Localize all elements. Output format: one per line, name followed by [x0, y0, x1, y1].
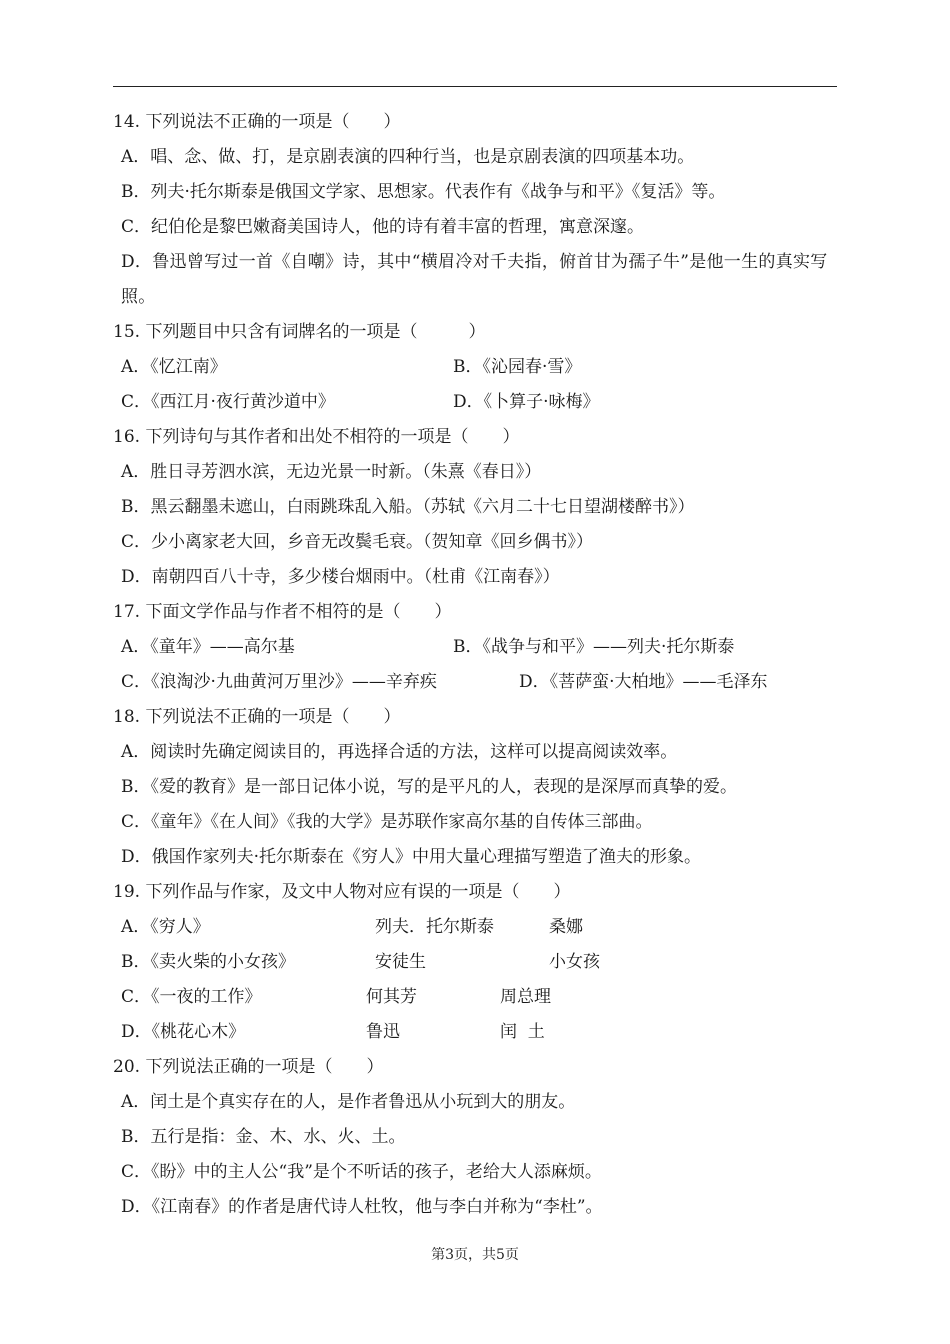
question-stem: 下面文学作品与作者不相符的是（ ）: [145, 602, 452, 622]
question-number: 19.: [113, 882, 141, 902]
option-20-a: A．闰土是个真实存在的人，是作者鲁迅从小玩到大的朋友。: [121, 1092, 576, 1112]
option-character: 闰 土: [500, 1022, 545, 1042]
question-18: [113, 700, 837, 735]
question-number: 18.: [113, 707, 141, 727]
option-14-d: D．鲁迅曾写过一首《自嘲》诗，其中“横眉冷对千夫指，俯首甘为孺子牛”是他一生的真实写照。: [121, 252, 828, 307]
question-number: 20.: [113, 1057, 141, 1077]
option-17-a: A．《童年》——高尔基: [121, 637, 295, 657]
question-list: [113, 105, 837, 1225]
option-work: B．《卖火柴的小女孩》: [121, 952, 295, 972]
option-15-b: B．《沁园春·雪》: [453, 357, 582, 377]
option-row-17-cd: [113, 665, 837, 700]
option-row-15-cd: [113, 385, 837, 420]
option-18-c: C．《童年》《在人间》《我的大学》是苏联作家高尔基的自传体三部曲。: [121, 812, 653, 832]
question-number: 15.: [113, 322, 141, 342]
option-16-c: C．少小离家老大回，乡音无改鬓毛衰。（贺知章《回乡偶书》）: [121, 532, 594, 552]
option-15-c: C．《西江月·夜行黄沙道中》: [121, 392, 335, 412]
option-work: D．《桃花心木》: [121, 1022, 246, 1042]
question-number: 14.: [113, 112, 141, 132]
question-14: [113, 105, 837, 140]
question-stem: 下列说法不正确的一项是（ ）: [145, 707, 401, 727]
question-stem: 下列作品与作家，及文中人物对应有误的一项是（ ）: [145, 882, 571, 902]
option-17-b: B．《战争与和平》——列夫·托尔斯泰: [453, 637, 735, 657]
question-16: [113, 420, 837, 455]
question-stem: 下列说法正确的一项是（ ）: [145, 1057, 384, 1077]
option-19-c: [113, 980, 837, 1015]
option-19-d: [113, 1015, 837, 1050]
question-number: 16.: [113, 427, 141, 447]
option-19-a: [113, 910, 837, 945]
option-20-c: C．《盼》中的主人公“我”是个不听话的孩子，老给大人添麻烦。: [121, 1162, 602, 1182]
option-row-17-ab: [113, 630, 837, 665]
option-work: A．《穷人》: [121, 917, 210, 937]
option-16-b: B．黑云翻墨未遮山，白雨跳珠乱入船。（苏轼《六月二十七日望湖楼醉书》）: [121, 497, 695, 517]
header-rule: [113, 86, 837, 87]
option-character: 桑娜: [549, 917, 583, 937]
question-19: [113, 875, 837, 910]
page-footer: 第3页，共5页: [431, 1247, 519, 1263]
option-15-a: A．《忆江南》: [121, 357, 227, 377]
option-work: C．《一夜的工作》: [121, 987, 262, 1007]
option-character: 小女孩: [549, 952, 600, 972]
question-stem: 下列说法不正确的一项是（ ）: [145, 112, 401, 132]
question-stem: 下列诗句与其作者和出处不相符的一项是（ ）: [145, 427, 520, 447]
question-20: [113, 1050, 837, 1085]
option-14-c: C．纪伯伦是黎巴嫩裔美国诗人，他的诗有着丰富的哲理，寓意深邃。: [121, 217, 645, 237]
question-number: 17.: [113, 602, 141, 622]
option-author: 何其芳: [366, 987, 417, 1007]
option-14-a: A．唱、念、做、打，是京剧表演的四种行当，也是京剧表演的四项基本功。: [121, 147, 695, 167]
option-row-15-ab: [113, 350, 837, 385]
option-17-c: C．《浪淘沙·九曲黄河万里沙》——辛弃疾: [121, 672, 437, 692]
question-17: [113, 595, 837, 630]
question-stem: 下列题目中只含有词牌名的一项是（ ）: [145, 322, 486, 342]
option-14-b: B．列夫·托尔斯泰是俄国文学家、思想家。代表作有《战争与和平》《复活》等。: [121, 182, 726, 202]
option-15-d: D．《卜算子·咏梅》: [453, 392, 600, 412]
option-18-b: B．《爱的教育》是一部日记体小说，写的是平凡的人，表现的是深厚而真挚的爱。: [121, 777, 737, 797]
option-author: 鲁迅: [366, 1022, 400, 1042]
option-20-b: B．五行是指：金、木、水、火、土。: [121, 1127, 406, 1147]
option-16-d: D．南朝四百八十寺，多少楼台烟雨中。（杜甫《江南春》）: [121, 567, 560, 587]
option-character: 周总理: [500, 987, 551, 1007]
option-author: 列夫．托尔斯泰: [375, 917, 494, 937]
question-15: [113, 315, 837, 350]
option-17-d: D．《菩萨蛮·大柏地》——毛泽东: [519, 672, 768, 692]
option-16-a: A．胜日寻芳泗水滨，无边光景一时新。（朱熹《春日》）: [121, 462, 542, 482]
option-author: 安徒生: [375, 952, 426, 972]
option-18-a: A．阅读时先确定阅读目的，再选择合适的方法，这样可以提高阅读效率。: [121, 742, 678, 762]
option-19-b: [113, 945, 837, 980]
option-20-d: D．《江南春》的作者是唐代诗人杜牧，他与李白并称为“李杜”。: [121, 1197, 603, 1217]
option-18-d: D．俄国作家列夫·托尔斯泰在《穷人》中用大量心理描写塑造了渔夫的形象。: [121, 847, 702, 867]
